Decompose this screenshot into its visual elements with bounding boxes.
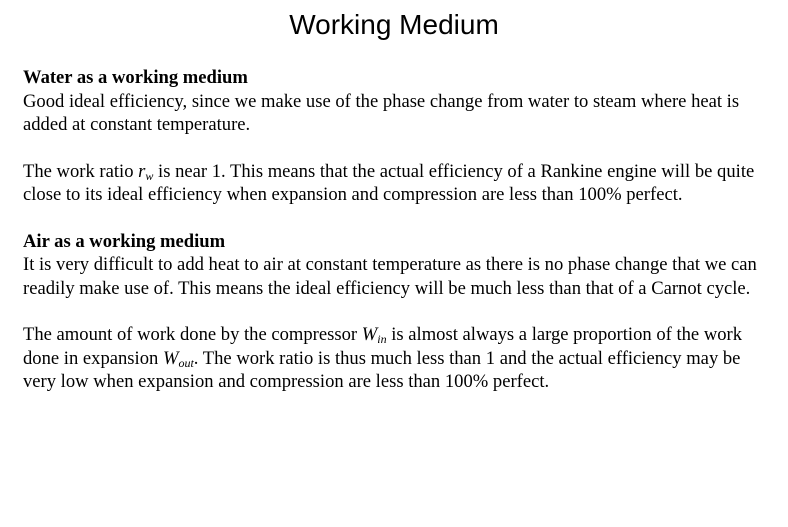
water-paragraph-2 [23,160,773,207]
slide-body [23,66,773,394]
air-paragraph-2 [23,323,773,394]
air-paragraph-1: It is very difficult to add heat to air at constant temperature as there is no phase change that we can readily make use of. This means the ideal efficiency will be much less than that of a Carnot cycle. [23,254,757,299]
slide-title: Working Medium [289,9,499,40]
water-paragraph-2-text-b: is near 1. This means that the actual efficiency of a Rankine engine will be quite close to its ideal efficiency when expansion and compression are less than 100% perfect. [23,160,755,205]
work-ratio-symbol: r [138,160,146,182]
paragraph-gap [23,137,773,160]
water-paragraph-1: Good ideal efficiency, since we make use of the phase change from water to steam where heat is added at constant temperature. [23,90,740,135]
air-paragraph-2-text-a: The amount of work done by the compressor [23,324,362,345]
air-paragraph-2-text-c: . The work ratio is thus much less than 1 and the actual efficiency may be very low when expansion and compression are less than 100% perfect. [23,347,741,392]
water-paragraph-2-text-a: The work ratio [23,160,139,182]
work-ratio-subscript: w [145,168,154,183]
section-gap [23,207,773,230]
work-out-symbol: W [162,347,179,369]
work-out-subscript: out [178,355,194,370]
water-heading: Water as a working medium [23,67,248,88]
work-in-subscript: in [377,332,387,346]
air-paragraph-2-text-b: is almost always a large proportion of the work done in expansion [23,324,743,369]
paragraph-gap [23,300,773,323]
air-heading: Air as a working medium [23,230,226,252]
work-in-symbol: W [361,324,378,345]
